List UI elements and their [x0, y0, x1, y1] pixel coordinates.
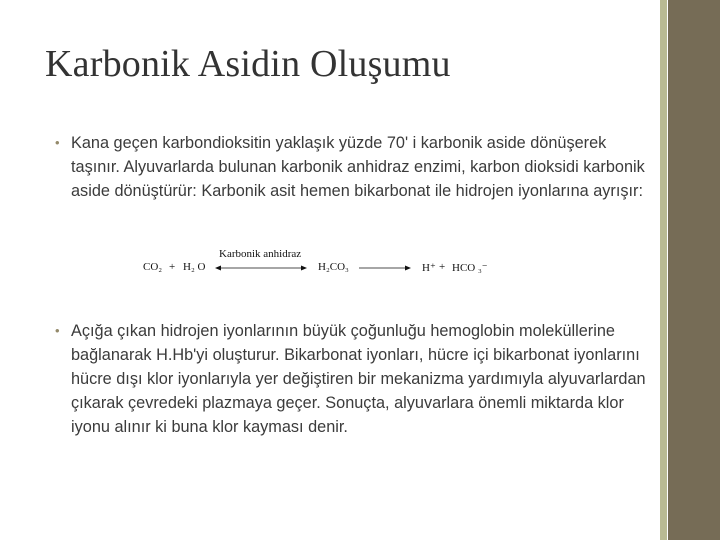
bullet-marker: • [55, 323, 60, 338]
bullet-item-1 [55, 131, 653, 203]
sidebar-accent-dark [668, 0, 720, 540]
bullet-marker: • [55, 135, 60, 150]
sidebar-accent-light [660, 0, 667, 540]
enzyme-label: Karbonik anhidraz [219, 248, 302, 260]
plus-sign: + [169, 261, 176, 273]
slide-title: Karbonik Asidin Oluşumu [45, 43, 451, 85]
equation-arrows [135, 237, 521, 282]
bullet-text: Açığa çıkan hidrojen iyonlarının büyük çoğunluğu hemoglobin moleküllerine bağlanarak H.Hb'yi oluşturur. Bikarbonat iyonları, hücre içi bikarbonat iyonlarını hücre dışı klor iyonlarıyla yer değiştiren bir mekanizma yardımıyla alyuvarlardan çıkarak çevredeki plazmaya geçer. Sonuçta, alyuvarlara önemli miktarda klor iyonu alınır ki buna klor kayması denir. [71, 322, 646, 436]
product-h-ion: H⁺ [422, 262, 436, 274]
bullet-text: Kana geçen karbondioksitin yaklaşık yüzde 70' i karbonik aside dönüşerek taşınır. Alyuvarlarda bulunan karbonik anhidraz enzimi, karbon dioksidi karbonik aside dönüştürür: Karbonik asit hemen bikarbonat ile hidrojen iyonlarına ayrışır: [71, 134, 645, 200]
reactant-co2: CO₂ [143, 261, 163, 273]
chemical-equation [135, 237, 521, 282]
arrow-right-head [301, 266, 307, 271]
reactant-h2o: H₂ O [183, 261, 206, 273]
carbonic-acid: H₂CO₃ [318, 261, 349, 273]
bullet-item-2 [55, 319, 653, 439]
product-bicarbonate: HCO ₃⁻ [452, 262, 488, 274]
arrow-left-head [215, 266, 221, 271]
plus-sign: + [439, 261, 446, 273]
dissociation-arrow-head [405, 266, 411, 271]
